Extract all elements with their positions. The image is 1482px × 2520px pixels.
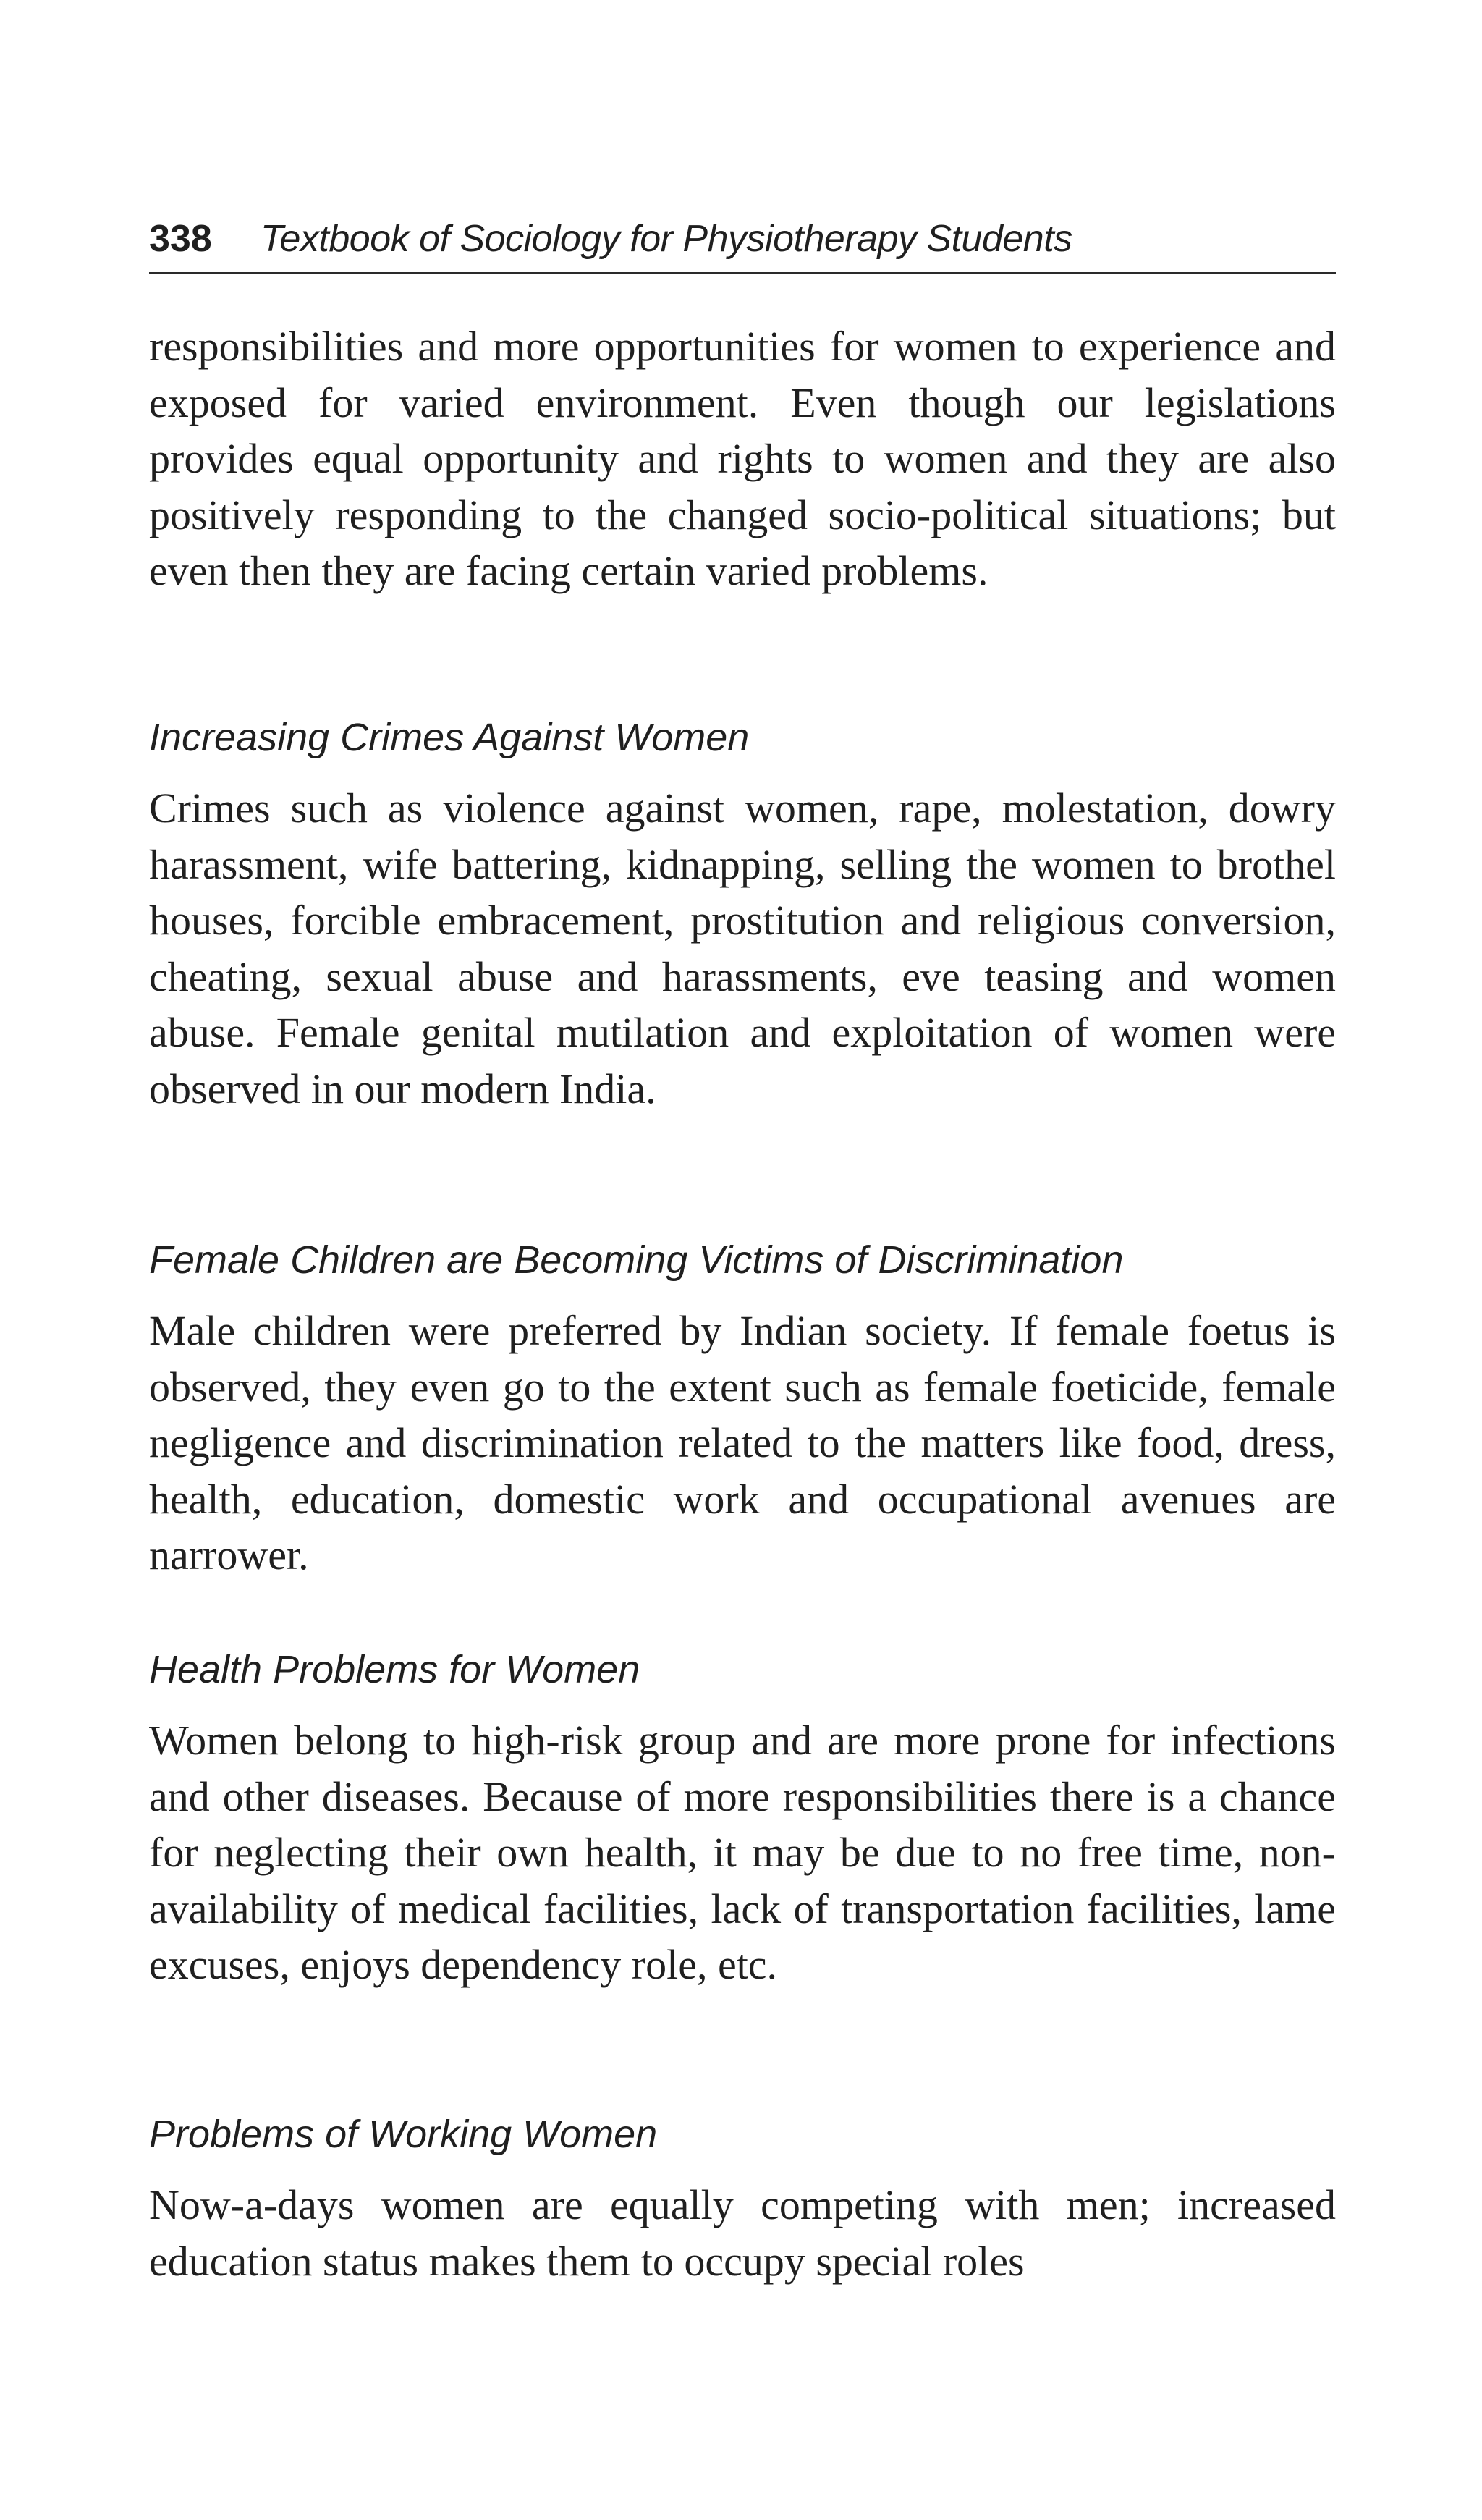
section-heading-crimes: Increasing Crimes Against Women xyxy=(149,716,750,759)
section-paragraph-health: Women belong to high-risk group and are more prone for infections and other diseases. Because of more responsibilities there is a chance for neglecting their own health, it may be due to no free time, non-availability of medical facilities, lack of transportation facilities, lame excuses, enjoys dependency role, etc. xyxy=(149,1717,1336,1988)
section-heading-female-children: Female Children are Becoming Victims of Discrimination xyxy=(149,1238,1124,1282)
running-header xyxy=(149,214,1336,274)
page-number: 338 xyxy=(149,218,212,260)
section-paragraph-crimes: Crimes such as violence against women, rape, molestation, dowry harassment, wife battering, kidnapping, selling the women to brothel houses, forcible embracement, prostitution and religious conversion, cheating, sexual abuse and harassments, eve teasing and women abuse. Female genital mutilation and exploitation of women were observed in our modern India. xyxy=(149,785,1336,1112)
section-paragraph-female-children: Male children were preferred by Indian society. If female foetus is observed, they even go to the extent such as female foeticide, female negligence and discrimination related to the matters like food, dress, health, education, domestic work and occupational avenues are narrower. xyxy=(149,1307,1336,1578)
section-heading-health: Health Problems for Women xyxy=(149,1648,640,1691)
section-heading-working-women: Problems of Working Women xyxy=(149,2113,658,2156)
section-paragraph-working-women: Now-a-days women are equally competing with men; increased education status makes them to occupy special roles xyxy=(149,2181,1336,2285)
intro-paragraph: responsibilities and more opportunities for women to experience and exposed for varied environment. Even though our legislations provides equal opportunity and rights to women and they are also positively responding to the changed socio-political situations; but even then they are facing certain varied problems. xyxy=(149,323,1336,594)
book-title: Textbook of Sociology for Physiotherapy Students xyxy=(261,218,1072,260)
